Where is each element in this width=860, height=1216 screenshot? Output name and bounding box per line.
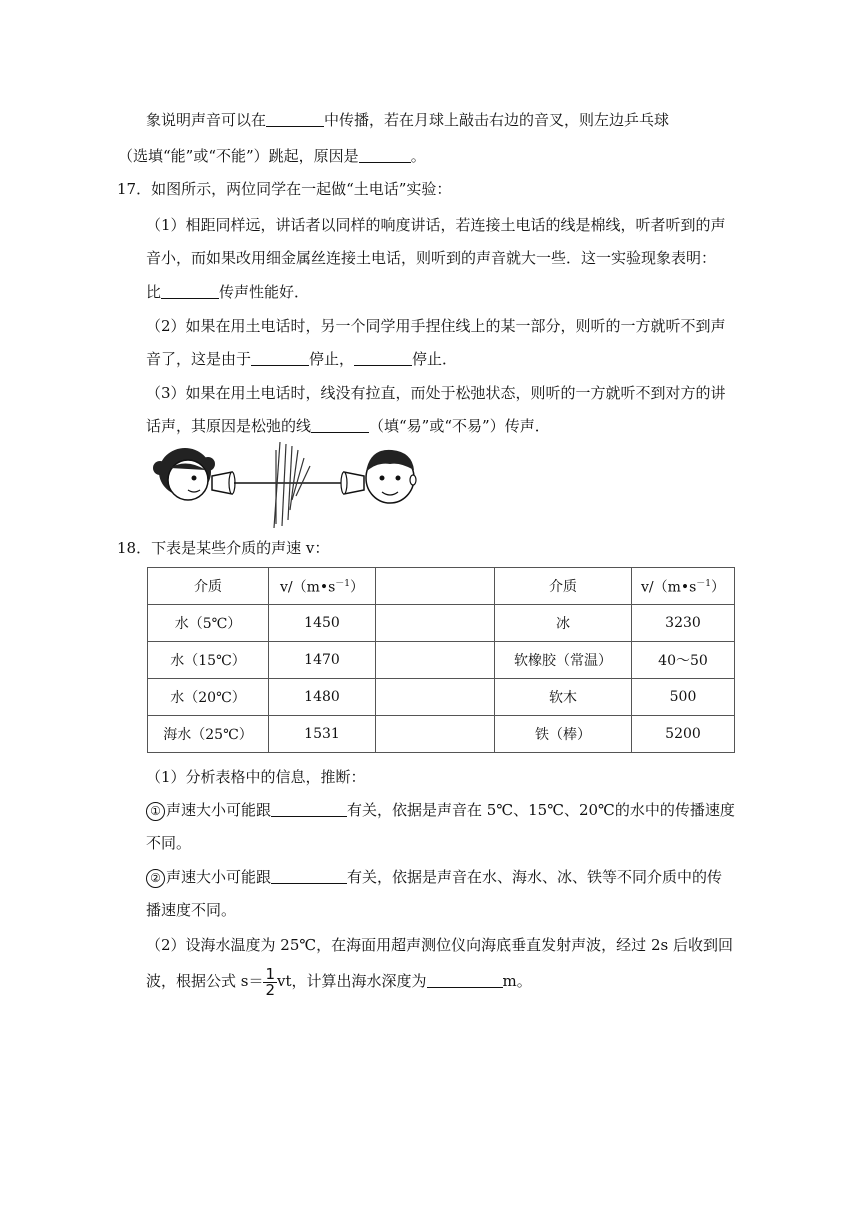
text: 停止． — [412, 350, 458, 368]
string-telephone-figure — [150, 440, 420, 530]
text: 有关，依据是声音在 5℃、15℃、20℃的水中的传播速度 — [347, 801, 735, 819]
empty-cell — [376, 605, 495, 642]
right-cup — [341, 472, 364, 494]
boy-figure — [366, 450, 416, 503]
empty-cell — [376, 716, 495, 753]
text: 传声性能好． — [219, 283, 310, 301]
left-cup — [212, 472, 235, 494]
text: vt，计算出海水深度为 — [277, 972, 427, 990]
text: 停止， — [309, 350, 355, 368]
question-18-stem: 18．下表是某些介质的声速 v： — [117, 539, 330, 557]
answer-blank — [427, 973, 503, 988]
table-cell: 500 — [632, 679, 735, 716]
table-row — [148, 642, 735, 679]
text-line — [118, 146, 426, 166]
circled-number: ② — [146, 869, 165, 888]
text-line — [146, 800, 735, 821]
answer-blank — [311, 418, 369, 433]
text-line — [146, 110, 669, 130]
text-line — [146, 282, 309, 302]
text: m。 — [502, 972, 532, 990]
text-line — [146, 349, 457, 369]
question-17-stem: 17．如图所示，两位同学在一起做“土电话”实验： — [117, 180, 452, 198]
table-row — [148, 716, 735, 753]
text: 声速大小可能跟 — [166, 801, 272, 819]
text-line: 音小，而如果改用细金属丝连接土电话，则听到的声音就大一些．这一实验现象表明： — [146, 249, 717, 267]
header-cell: $v/(m•s^{-1})$ — [269, 568, 376, 605]
answer-blank — [161, 284, 219, 299]
hand-grip — [274, 442, 310, 528]
text-line — [146, 867, 722, 888]
text-line: （3）如果在用土电话时，线没有拉直，而处于松弛状态，则听的一方就听不到对方的讲 — [146, 384, 726, 402]
text: 音了，这是由于 — [146, 350, 252, 368]
text: 中传播，若在月球上敲击右边的音叉，则左边乒乓球 — [324, 111, 670, 129]
text: 象说明声音可以在 — [146, 111, 267, 129]
table-header-row — [148, 568, 735, 605]
sound-speed-table — [147, 567, 735, 753]
text-line — [146, 416, 550, 436]
table-cell: 软橡胶（常温） — [495, 642, 632, 679]
answer-blank — [251, 351, 309, 366]
answer-blank — [271, 869, 347, 884]
header-cell: $v/(m•s^{-1})$ — [632, 568, 735, 605]
text-line — [146, 964, 532, 998]
table-cell: 1450 — [269, 605, 376, 642]
text-line: （2）如果在用土电话时，另一个同学用手捏住线上的某一部分，则听的一方就听不到声 — [146, 317, 726, 335]
answer-blank — [266, 112, 324, 127]
text: 话声，其原因是松弛的线 — [146, 417, 312, 435]
table-cell: 1480 — [269, 679, 376, 716]
empty-cell — [376, 568, 495, 605]
circled-number: ① — [146, 802, 165, 821]
table-cell: 软木 — [495, 679, 632, 716]
table-row — [148, 679, 735, 716]
table-cell: 冰 — [495, 605, 632, 642]
answer-blank — [354, 351, 412, 366]
table-cell: 水（20℃） — [148, 679, 269, 716]
table-cell: 铁（棒） — [495, 716, 632, 753]
text: 。 — [410, 147, 426, 165]
text-line: （1）相距同样远，讲话者以同样的响度讲话，若连接土电话的线是棉线，听者听到的声 — [146, 216, 726, 234]
text: 有关，依据是声音在水、海水、冰、铁等不同介质中的传 — [347, 868, 723, 886]
text-line: （2）设海水温度为 25℃，在海面用超声测位仪向海底垂直发射声波，经过 2s 后收到回 — [146, 936, 733, 954]
answer-blank — [359, 148, 411, 163]
text: 声速大小可能跟 — [166, 868, 272, 886]
text: （填“易”或“不易”）传声． — [369, 417, 550, 435]
answer-blank — [271, 802, 347, 817]
text: （选填“能”或“不能”）跳起，原因是 — [118, 147, 359, 165]
table-cell: 1531 — [269, 716, 376, 753]
table-cell: 海水（25℃） — [148, 716, 269, 753]
header-cell: 介质 — [148, 568, 269, 605]
table-row — [148, 605, 735, 642]
table-cell: 水（5℃） — [148, 605, 269, 642]
table-cell: 40～50 — [632, 642, 735, 679]
text-line: （1）分析表格中的信息，推断： — [146, 768, 366, 786]
header-cell: 介质 — [495, 568, 632, 605]
text-line: 播速度不同。 — [146, 901, 237, 919]
empty-cell — [376, 679, 495, 716]
text-line: 不同。 — [146, 834, 192, 852]
text: 波，根据公式 s＝ — [146, 972, 264, 990]
girl-figure — [153, 448, 215, 500]
table-cell: 1470 — [269, 642, 376, 679]
table-cell: 水（15℃） — [148, 642, 269, 679]
empty-cell — [376, 642, 495, 679]
table-cell: 5200 — [632, 716, 735, 753]
table-cell: 3230 — [632, 605, 735, 642]
text: 比 — [146, 283, 162, 301]
fraction-one-half: $\frac{1}{2}$ — [265, 964, 276, 999]
